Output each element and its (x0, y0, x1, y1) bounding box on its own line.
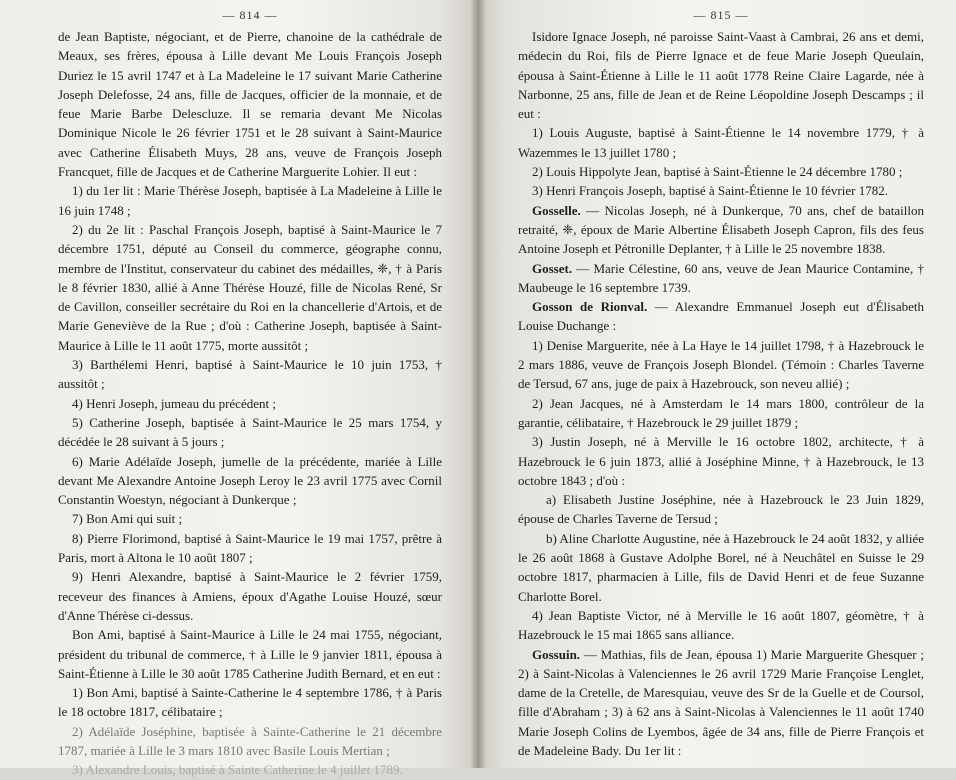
entry-body: — Marie Célestine, 60 ans, veuve de Jean Maurice Contamine, † Maubeuge le 16 septembre 1739. (518, 260, 924, 295)
entry-head: Gosselle. (532, 202, 581, 218)
entry-gossuin (518, 645, 924, 761)
right-page (478, 0, 956, 768)
entry-body: — Alexandre Emmanuel Joseph eut d'Élisabeth Louise Duchange : (518, 299, 924, 334)
paragraph: 3) Henri François Joseph, baptisé à Saint-Étienne le 10 février 1782. (532, 183, 888, 199)
paragraph: Isidore Ignace Joseph, né paroisse Saint-Vaast à Cambrai, 26 ans et demi, médecin du Roi, fils de Pierre Ignace et de feue Marie Joseph Queulain, épousa à Saint-Étienne à Lille le 11 août 1778 Reine Claire Lagarde, née à Narbonne, 25 ans, fille de Jean et de Reine Léopoldine Joseph Descamps ; il eut : (518, 29, 924, 122)
paragraph: 5) Catherine Joseph, baptisée à Saint-Maurice le 25 mars 1754, y décédée le 28 suivant à 5 jours ; (58, 414, 442, 450)
paragraph: de Jean Baptiste, négociant, et de Pierre, chanoine de la cathédrale de Meaux, ses frères, épousa à Lille devant Me Louis François Joseph Duriez le 15 avril 1747 et à La Madeleine le 17 suivant Marie Catherine Joseph Delefosse, 24 ans, fille de Jacques, officier de la monnaie, et de feue Marie Barbe Delescluze. Il se remaria devant Me Nicolas Dominique Nicole le 26 février 1751 et le 28 suivant à Saint-Maurice avec Catherine Élisabeth Muys, 28 ans, veuve de François Joseph Francquet, fille de Jacques et de Catherine Marguerite Lohier. Il eut : (58, 29, 442, 180)
entry-gosson (518, 297, 924, 336)
entry-head: Gosset. (532, 260, 573, 276)
paragraph: 1) Bon Ami, baptisé à Sainte-Catherine le 4 septembre 1786, † à Paris le 18 octobre 1817, célibataire ; (58, 685, 442, 720)
left-page-text (58, 27, 442, 780)
paragraph: 3) Barthélemi Henri, baptisé à Saint-Maurice le 10 juin 1753, † aussitôt ; (58, 357, 442, 392)
entry-gosset (518, 259, 924, 298)
entry-body: — Nicolas Joseph, né à Dunkerque, 70 ans, chef de bataillon retraité, ❈, époux de Marie Albertine Élisabeth Joseph Capron, fils des feus Antoine Joseph et Pétronille Deplanter, † à Lille le 25 novembre 1838. (518, 202, 924, 257)
paragraph: 2) Adélaïde Joséphine, baptisée à Sainte-Catherine le 21 décembre 1787, mariée à Lille le 3 mars 1810 avec Basile Louis Mertian ; (58, 723, 442, 758)
paragraph: 7) Bon Ami qui suit ; (72, 511, 183, 527)
paragraph: 9) Henri Alexandre, baptisé à Saint-Maurice le 2 février 1759, receveur des finances à Amiens, époux d'Agathe Louise Houzé, sœur d'Anne Thérèse ci-dessus. (58, 569, 442, 623)
entry-gosselle (518, 201, 924, 259)
paragraph: 6) Marie Adélaïde Joseph, jumelle de la précédente, mariée à Lille devant Me Alexandre Antoine Joseph Leroy le 23 avril 1775 avec Cornil Constantin Woestyn, négociant à Dunkerque ; (58, 453, 442, 508)
entry-head: Gosson de Rionval. (532, 299, 648, 315)
paragraph: 2) Louis Hippolyte Jean, baptisé à Saint-Étienne le 24 décembre 1780 ; (532, 164, 903, 180)
paragraph: 4) Henri Joseph, jumeau du précédent ; (72, 395, 276, 411)
paragraph: 4) Jean Baptiste Victor, né à Merville le 16 août 1807, géomètre, † à Hazebrouck le 15 mai 1865 sans alliance. (518, 607, 924, 643)
paragraph: b) Aline Charlotte Augustine, née à Hazebrouck le 24 août 1832, y alliée le 26 août 1868 à Gustave Adolphe Borel, né à Neuchâtel en Suisse le 29 octobre 1817, pharmacien à Lille, fils de David Henri et de feue Suzanne Charlotte Borel. (518, 530, 924, 604)
paragraph: a) Elisabeth Justine Joséphine, née à Hazebrouck le 23 Juin 1829, épouse de Charles Taverne de Tersud ; (518, 492, 924, 527)
paragraph: 3) Alexandre Louis, baptisé à Sainte Catherine le 4 juillet 1789. (72, 762, 403, 778)
paragraph: 8) Pierre Florimond, baptisé à Saint-Maurice le 19 mai 1757, prêtre à Paris, mort à Altona le 10 août 1807 ; (58, 530, 442, 566)
right-page-number: — 815 — (693, 8, 749, 22)
left-page-number: — 814 — (222, 8, 278, 22)
paragraph: 2) du 2e lit : Paschal François Joseph, baptisé à Saint-Maurice le 7 décembre 1751, député au Conseil du commerce, géographe connu, membre de l'Institut, conservateur du cabinet des médailles, ❈, † à Paris le 8 février 1830, allié à Anne Thérèse Houzé, fille de Nicolas René, Sr de Cavillon, conseiller secrétaire du Roi en la chancellerie d'Artois, et de Marie Geneviève de la Rue ; d'où : Catherine Joseph, baptisée à Saint-Maurice à Lille le 11 août 1775, morte aussitôt ; (58, 221, 442, 353)
paragraph: Bon Ami, baptisé à Saint-Maurice à Lille le 24 mai 1755, négociant, président du tribunal de commerce, † à Lille le 9 janvier 1811, épousa à Saint-Étienne à Lille le 30 août 1785 Catherine Judith Bernard, et en eut : (58, 627, 442, 681)
entry-head: Gossuin. (532, 646, 581, 662)
paragraph: 1) du 1er lit : Marie Thérèse Joseph, baptisée à La Madeleine à Lille le 16 juin 1748 ; (58, 183, 442, 218)
paragraph: 3) Justin Joseph, né à Merville le 16 octobre 1802, architecte, † à Hazebrouck le 6 juin 1873, allié à Joséphine Minne, † à Hazebrouck, le 13 octobre 1843 ; d'où : (518, 434, 924, 488)
right-page-text (518, 27, 924, 760)
paragraph: 2) Jean Jacques, né à Amsterdam le 14 mars 1800, contrôleur de la garantie, célibataire, † Hazebrouck le 29 juillet 1879 ; (518, 395, 924, 430)
paragraph: 1) Denise Marguerite, née à La Haye le 14 juillet 1798, † à Hazebrouck le 2 mars 1886, veuve de François Joseph Blondel. (Témoin : Charles Taverne de Tersud, 67 ans, juge de paix à Hazebrouck, son neveu allié) ; (518, 337, 924, 392)
left-page (0, 0, 478, 778)
paragraph: 1) Louis Auguste, baptisé à Saint-Étienne le 14 novembre 1779, † à Wazemmes le 13 juillet 1780 ; (518, 125, 924, 160)
entry-body: — Mathias, fils de Jean, épousa 1) Marie Marguerite Ghesquer ; 2) à Saint-Nicolas à Valenciennes le 26 avril 1729 Marie Françoise Lenglet, dame de la Cretelle, de Maresquiau, veuve des Sr de la Guelle et de Coursol, fille d'Abraham ; 3) à 62 ans à Saint-Nicolas à Valenciennes le 11 août 1740 Marie Joseph Colins de Lyembos, âgée de 34 ans, fille de Pierre François et de Madeleine Bady. Du 1er lit : (518, 646, 924, 758)
